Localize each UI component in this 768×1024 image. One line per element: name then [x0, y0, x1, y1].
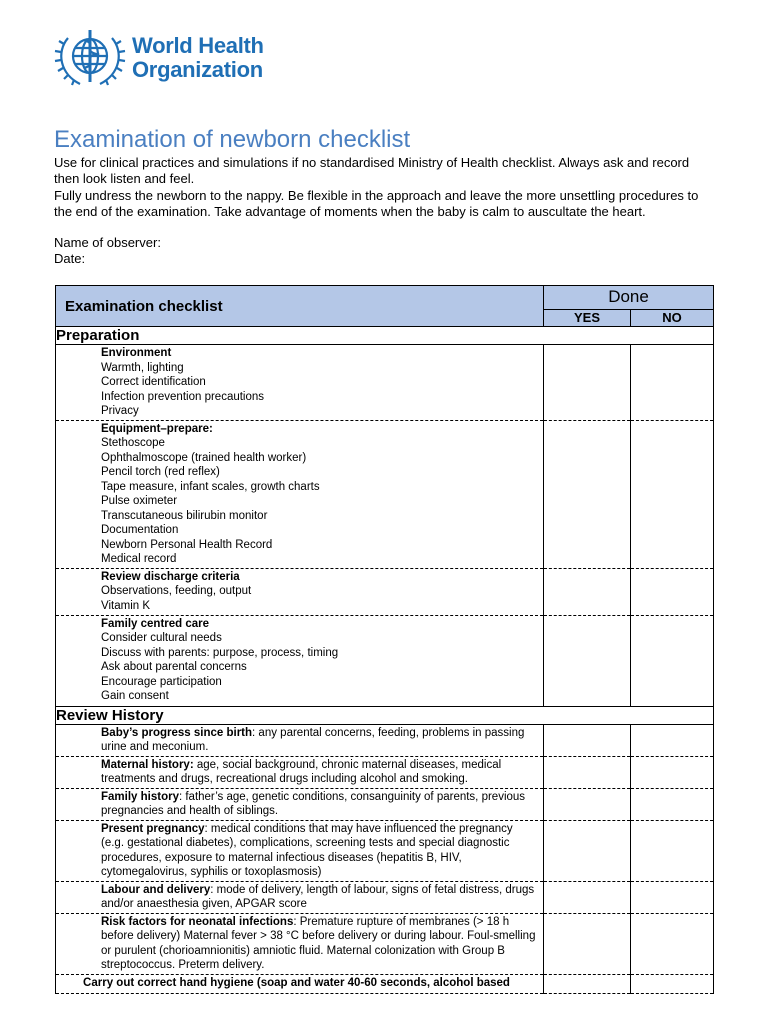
item-line: Gain consent — [101, 690, 169, 702]
item-line: Transcutaneous bilirubin monitor — [101, 509, 268, 522]
item-heading: Equipment–prepare: — [101, 422, 213, 435]
observer-name-label: Name of observer: — [54, 235, 161, 250]
item-hand-hygiene: Carry out correct hand hygiene (soap and water 40-60 seconds, alcohol based — [56, 974, 544, 993]
yes-checkbox-cell[interactable] — [544, 756, 631, 788]
yes-checkbox-cell[interactable] — [544, 913, 631, 974]
page-title: Examination of newborn checklist — [54, 126, 411, 153]
table-row — [56, 820, 714, 881]
item-babys-progress: Baby’s progress since birth: any parental concerns, feeding, problems in passing urine and meconium. — [56, 724, 544, 756]
item-line: Privacy — [101, 405, 139, 417]
table-row — [56, 568, 714, 615]
yes-checkbox-cell[interactable] — [544, 974, 631, 993]
item-line: Discuss with parents: purpose, process, timing — [101, 646, 339, 659]
item-maternal-history: Maternal history: age, social background, chronic maternal diseases, medical treatments and drugs, recreational drugs including alcohol and smoking. — [56, 756, 544, 788]
section-row — [56, 327, 714, 345]
item-line: Ask about parental concerns — [101, 661, 247, 673]
item-family-centred-care — [56, 615, 544, 706]
table-row — [56, 788, 714, 820]
item-line: Encourage participation — [101, 675, 222, 688]
item-present-pregnancy: Present pregnancy: medical conditions that may have influenced the pregnancy (e.g. gestational diabetes), complications, screening tests and special diagnostic procedures, exposure to maternal infectious diseases (hepatitis B, HIV, cytomegalovirus, syphilis or toxoplasmosis) — [56, 820, 544, 881]
org-name-line2: Organization — [132, 57, 263, 82]
item-environment — [56, 345, 544, 421]
table-row — [56, 756, 714, 788]
no-checkbox-cell[interactable] — [631, 724, 714, 756]
header-examination-checklist: Examination checklist — [56, 286, 544, 327]
examination-checklist-table — [55, 285, 714, 994]
item-line: Pulse oximeter — [101, 495, 178, 507]
no-checkbox-cell[interactable] — [631, 756, 714, 788]
item-family-history: Family history: father’s age, genetic conditions, consanguinity of parents, previous pregnancies and health of siblings. — [56, 788, 544, 820]
yes-checkbox-cell[interactable] — [544, 724, 631, 756]
header-no: NO — [631, 309, 714, 326]
yes-checkbox-cell[interactable] — [544, 881, 631, 913]
yes-checkbox-cell[interactable] — [544, 420, 631, 568]
item-line: Warmth, lighting — [101, 361, 184, 374]
table-row — [56, 420, 714, 568]
observer-fields — [54, 235, 161, 267]
item-equipment — [56, 420, 544, 568]
no-checkbox-cell[interactable] — [631, 420, 714, 568]
yes-checkbox-cell[interactable] — [544, 820, 631, 881]
intro-text — [54, 155, 718, 220]
item-heading: Family centred care — [101, 617, 210, 630]
item-line: Observations, feeding, output — [101, 585, 252, 597]
no-checkbox-cell[interactable] — [631, 974, 714, 993]
no-checkbox-cell[interactable] — [631, 345, 714, 421]
no-checkbox-cell[interactable] — [631, 820, 714, 881]
table-row — [56, 345, 714, 421]
yes-checkbox-cell[interactable] — [544, 615, 631, 706]
item-line: Infection prevention precautions — [101, 390, 265, 403]
intro-paragraph-2: Fully undress the newborn to the nappy. Be flexible in the approach and leave the more unsettling procedures to the end of the examination. Take advantage of moments when the baby is calm to auscultate the heart. — [54, 187, 699, 219]
item-labour-delivery: Labour and delivery: mode of delivery, length of labour, signs of fetal distress, drugs and/or anaesthesia given, APGAR score — [56, 881, 544, 913]
no-checkbox-cell[interactable] — [631, 788, 714, 820]
yes-checkbox-cell[interactable] — [544, 568, 631, 615]
section-title: Review History — [56, 706, 714, 724]
item-line: Medical record — [101, 553, 177, 565]
item-risk-factors: Risk factors for neonatal infections: Premature rupture of membranes (> 18 h before delivery) Maternal fever > 38 °C before delivery or during labour. Foul-smelling or purulent (chorioamnionitis) amniotic fluid. Maternal colonization with Group B streptococcus. Preterm delivery. — [56, 913, 544, 974]
yes-checkbox-cell[interactable] — [544, 788, 631, 820]
org-name — [132, 34, 264, 82]
no-checkbox-cell[interactable] — [631, 881, 714, 913]
org-name-line1: World Health — [132, 33, 264, 58]
who-emblem-icon — [54, 24, 126, 90]
no-checkbox-cell[interactable] — [631, 913, 714, 974]
section-title: Preparation — [56, 327, 714, 345]
no-checkbox-cell[interactable] — [631, 568, 714, 615]
item-heading: Review discharge criteria — [101, 570, 240, 583]
item-line: Newborn Personal Health Record — [101, 538, 273, 551]
item-review-discharge — [56, 568, 544, 615]
item-line: Documentation — [101, 524, 179, 536]
item-line: Pencil torch (red reflex) — [101, 466, 220, 478]
table-row — [56, 974, 714, 993]
table-row — [56, 615, 714, 706]
table-row — [56, 724, 714, 756]
item-line: Ophthalmoscope (trained health worker) — [101, 451, 307, 464]
header-done: Done — [544, 286, 714, 310]
section-row — [56, 706, 714, 724]
item-line: Consider cultural needs — [101, 632, 222, 644]
item-line: Tape measure, infant scales, growth charts — [101, 480, 320, 493]
header-yes: YES — [544, 309, 631, 326]
yes-checkbox-cell[interactable] — [544, 345, 631, 421]
no-checkbox-cell[interactable] — [631, 615, 714, 706]
item-line: Stethoscope — [101, 437, 165, 449]
item-line: Vitamin K — [101, 599, 151, 612]
item-line: Correct identification — [101, 376, 206, 388]
table-row — [56, 881, 714, 913]
table-row — [56, 913, 714, 974]
item-heading: Environment — [101, 347, 172, 359]
intro-paragraph-1: Use for clinical practices and simulations if no standardised Ministry of Health checklist. Always ask and record then look listen and feel. — [54, 155, 690, 187]
date-label: Date: — [54, 251, 86, 266]
who-logo — [54, 24, 284, 90]
